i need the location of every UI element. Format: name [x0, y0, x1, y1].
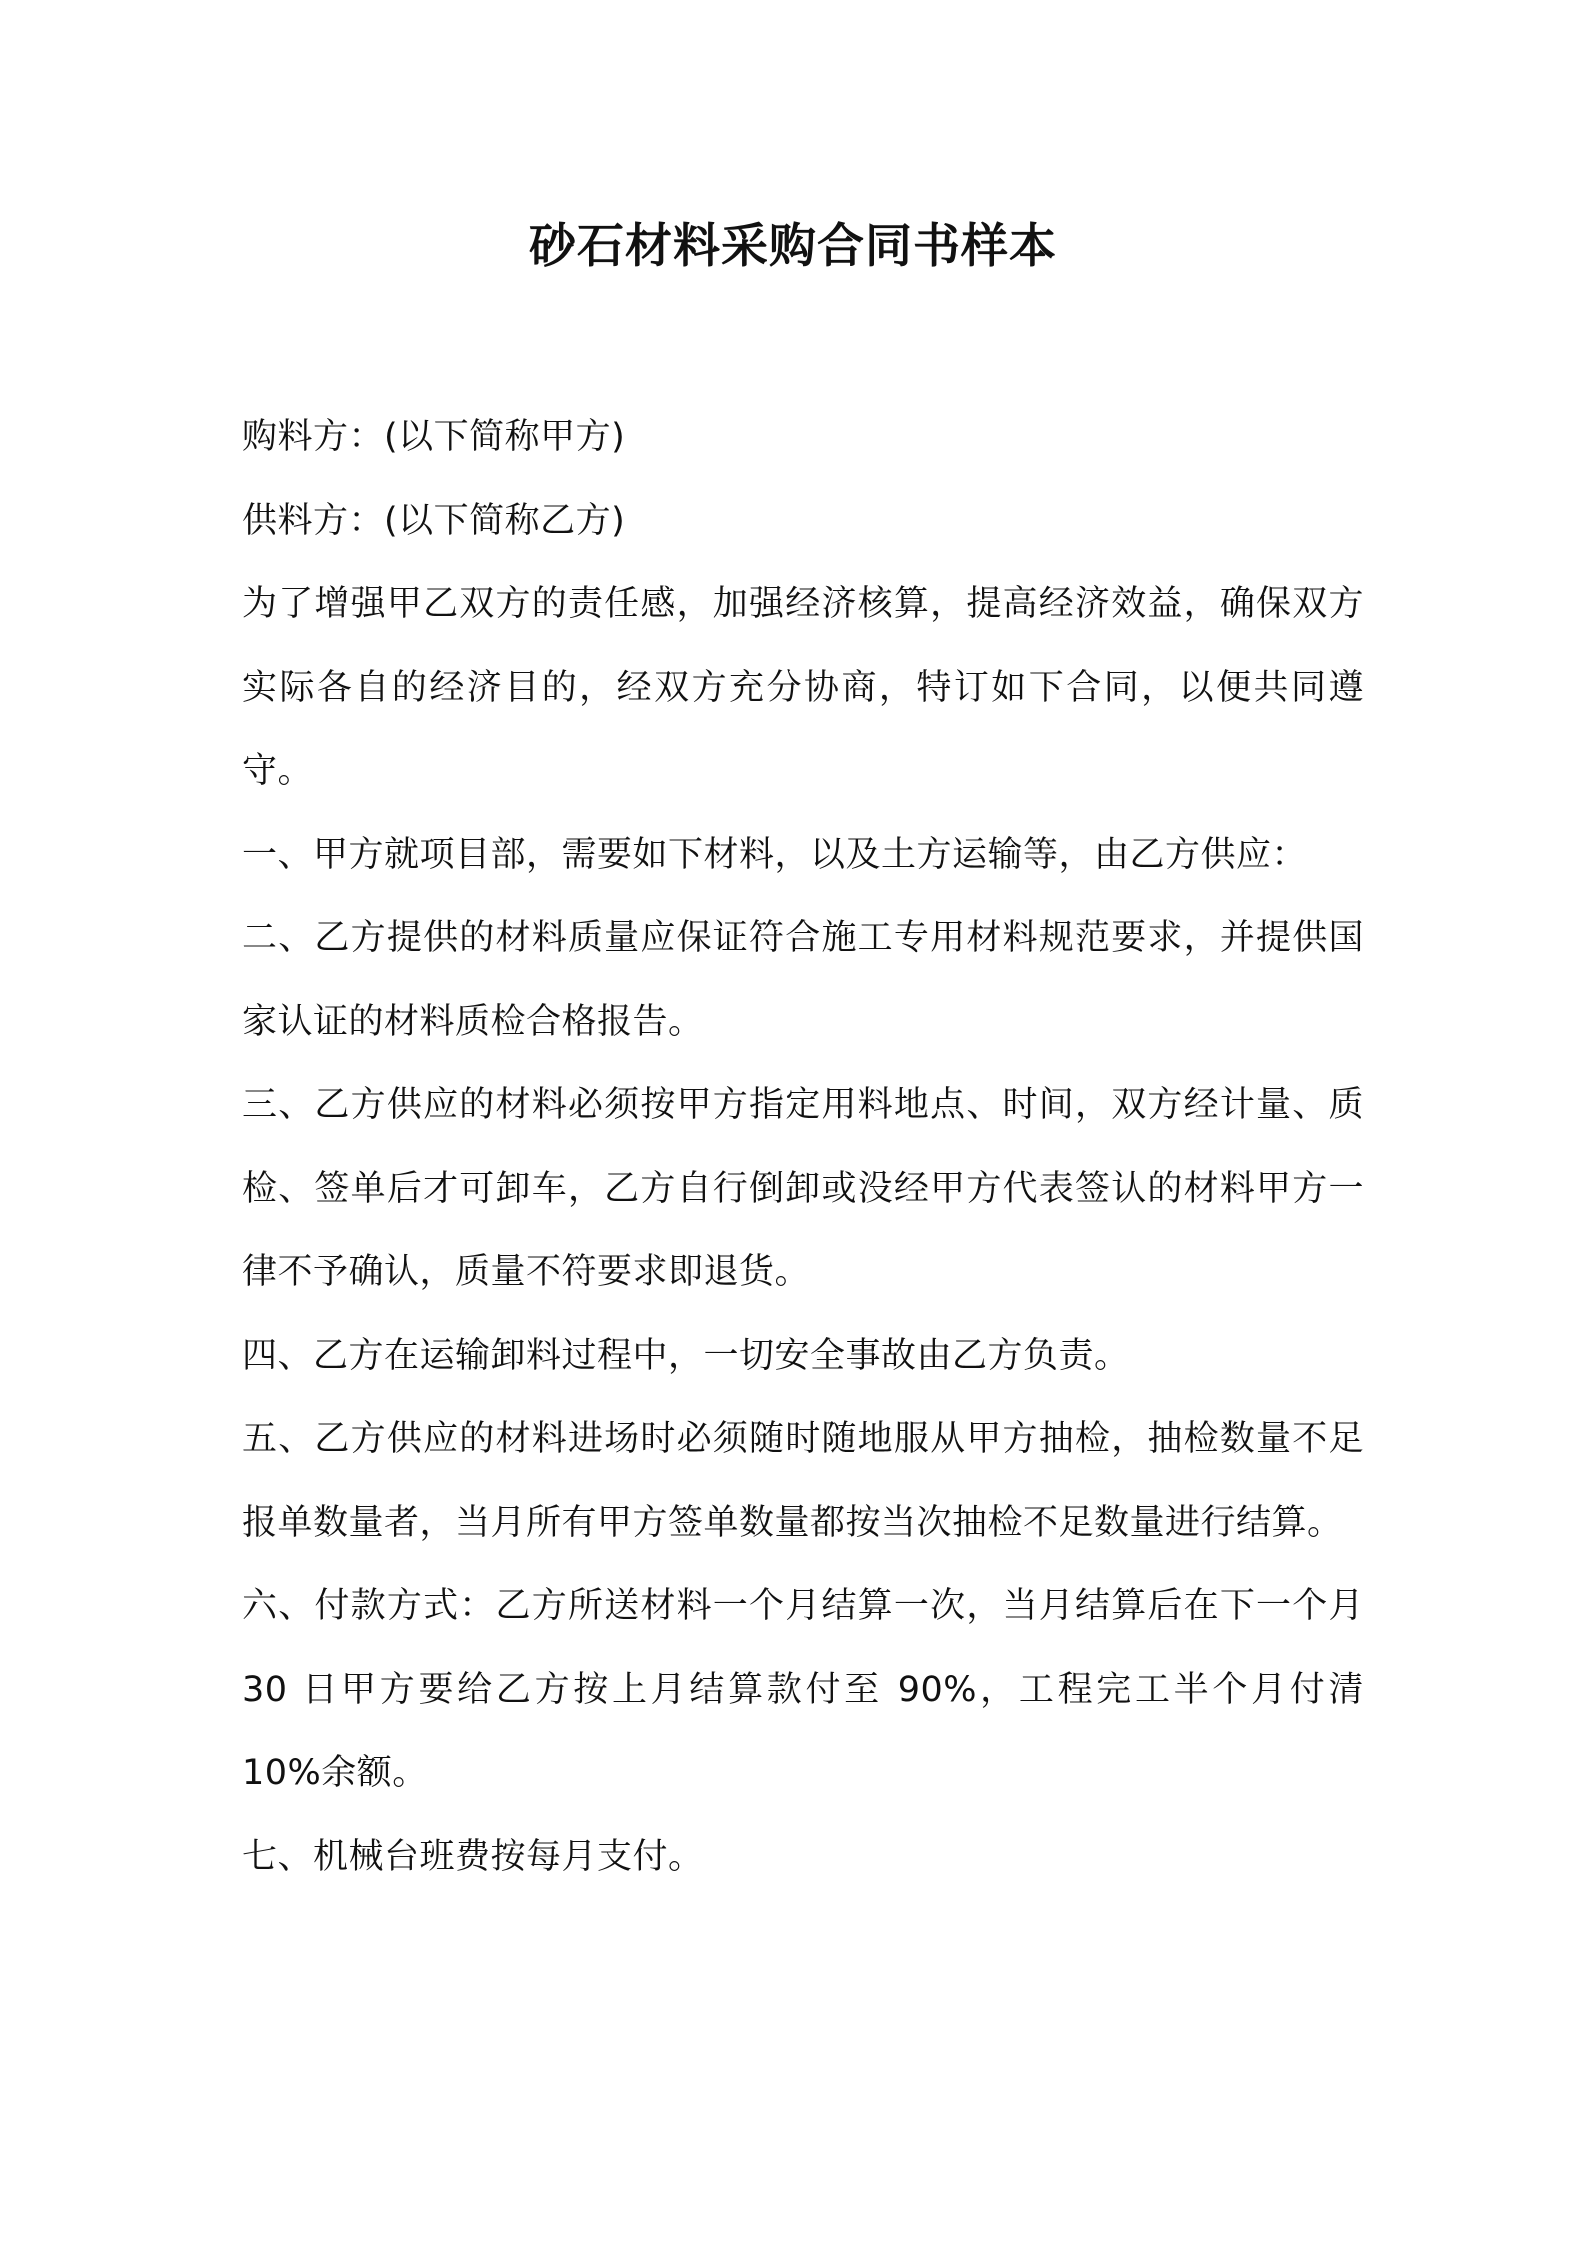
clause-3: 三、乙方供应的材料必须按甲方指定用料地点、时间，双方经计量、质检、签单后才可卸车，乙方自行倒卸或没经甲方代表签认的材料甲方一律不予确认，质量不符要求即退货。 [242, 1085, 1364, 1292]
clause-2: 二、乙方提供的材料质量应保证符合施工专用材料规范要求，并提供国家认证的材料质检合格报告。 [242, 918, 1364, 1042]
clause-1: 一、甲方就项目部，需要如下材料，以及土方运输等，由乙方供应： [242, 834, 1308, 875]
preamble-paragraph: 为了增强甲乙双方的责任感，加强经济核算，提高经济效益，确保双方实际各自的经济目的，经双方充分协商，特订如下合同，以便共同遵守。 [242, 584, 1364, 791]
clause-5: 五、乙方供应的材料进场时必须随时随地服从甲方抽检，抽检数量不足报单数量者，当月所有甲方签单数量都按当次抽检不足数量进行结算。 [242, 1419, 1364, 1543]
document-body [242, 396, 1364, 1899]
clause-4: 四、乙方在运输卸料过程中，一切安全事故由乙方负责。 [242, 1335, 1130, 1376]
clause-7: 七、机械台班费按每月支付。 [242, 1836, 704, 1877]
clause-6: 六、付款方式：乙方所送材料一个月结算一次，当月结算后在下一个月 30 日甲方要给乙方按上月结算款付至 90%，工程完工半个月付清 10%余额。 [242, 1586, 1364, 1793]
document-title: 砂石材料采购合同书样本 [529, 219, 1057, 274]
buyer-line: 购料方：(以下简称甲方) [242, 417, 626, 457]
supplier-line: 供料方：(以下简称乙方) [242, 500, 626, 541]
